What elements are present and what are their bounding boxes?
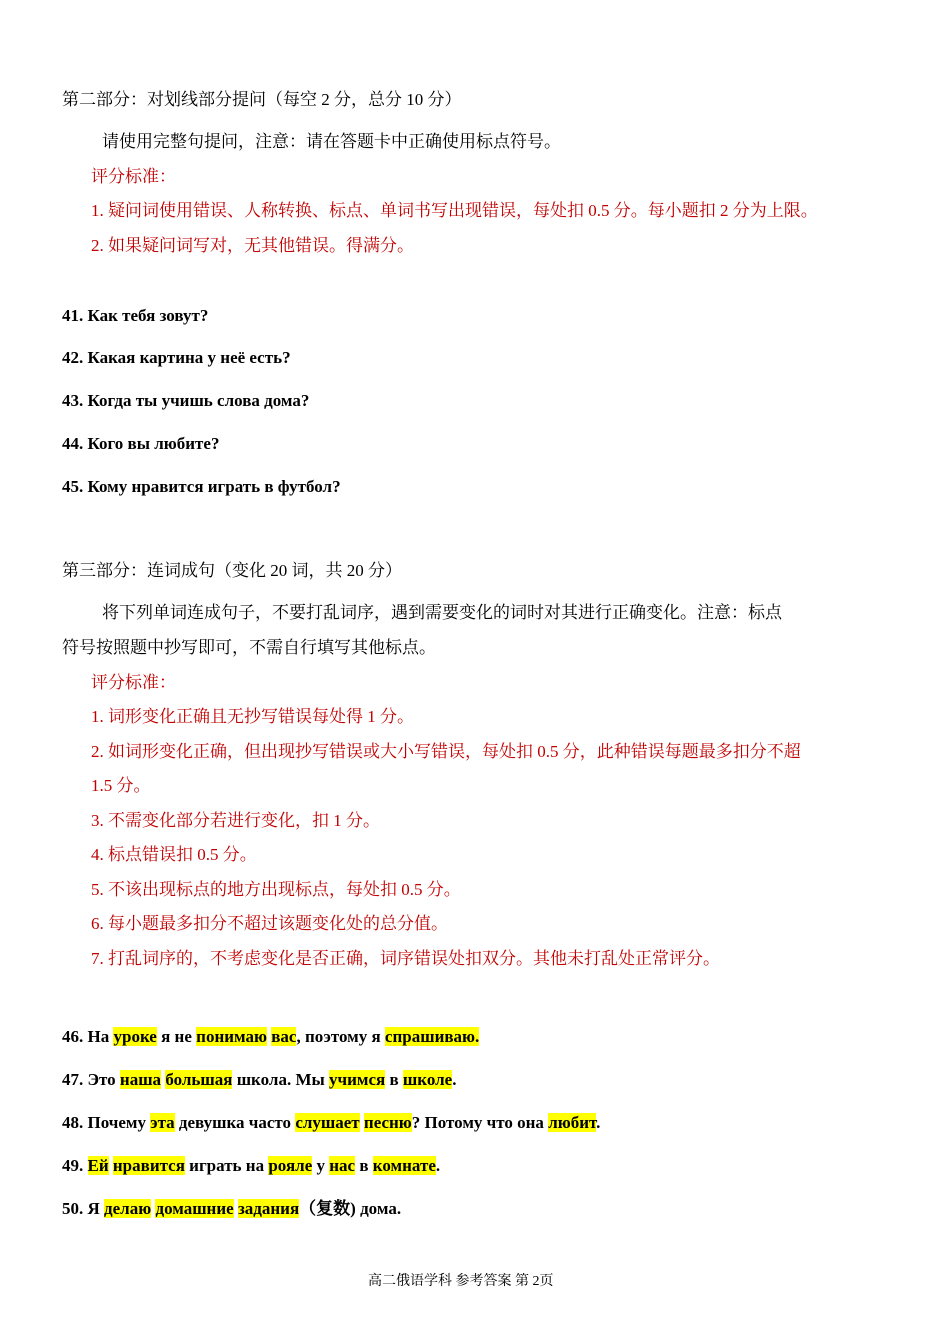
sentence-segment: （复数) дома.: [299, 1199, 402, 1218]
highlighted-word: Ей: [87, 1156, 109, 1175]
highlighted-word: учимся: [329, 1070, 386, 1089]
part2-criterion: 1. 疑问词使用错误、人称转换、标点、单词书写出现错误，每处扣 0.5 分。每小题扣 2 分为上限。: [91, 201, 818, 220]
highlighted-word: большая: [165, 1070, 233, 1089]
part3-title: 第三部分：连词成句（变化 20 词，共 20 分）: [62, 561, 402, 580]
sentence-segment: 50. Я: [62, 1199, 105, 1218]
highlighted-word: школе: [402, 1070, 453, 1089]
sentence-segment: .: [596, 1113, 601, 1132]
highlighted-word: рояле: [268, 1156, 313, 1175]
highlighted-word: эта: [150, 1113, 175, 1132]
sentence-segment: 48. Почему: [62, 1113, 151, 1132]
sentence-50: [62, 1197, 401, 1221]
sentence-segment: в: [385, 1070, 403, 1089]
sentence-segment: у: [312, 1156, 330, 1175]
highlighted-word: вас: [271, 1027, 297, 1046]
highlighted-word: спрашиваю.: [384, 1027, 480, 1046]
sentence-46: [62, 1025, 479, 1049]
sentence-segment: девушка часто: [174, 1113, 296, 1132]
part2-instruction: 请使用完整句提问，注意：请在答题卡中正确使用标点符号。: [102, 132, 561, 151]
part3-instruction-cont: 符号按照题中抄写即可，不需自行填写其他标点。: [62, 638, 436, 657]
sentence-segment: школа. Мы: [232, 1070, 330, 1089]
part3-instruction: 将下列单词连成句子，不要打乱词序，遇到需要变化的词时对其进行正确变化。注意：标点: [102, 603, 782, 622]
sentence-48: [62, 1111, 600, 1135]
sentence-segment: .: [435, 1156, 441, 1175]
highlighted-word: наша: [119, 1070, 162, 1089]
part3-criterion: 5. 不该出现标点的地方出现标点，每处扣 0.5 分。: [91, 880, 461, 899]
part2-criterion: 2. 如果疑问词写对，无其他错误。得满分。: [91, 236, 414, 255]
highlighted-word: любит: [548, 1113, 597, 1132]
highlighted-word: понимаю: [196, 1027, 267, 1046]
part3-criterion: 3. 不需变化部分若进行变化，扣 1 分。: [91, 811, 380, 830]
answer-item: 45. Кому нравится играть в футбол?: [62, 477, 341, 496]
part3-criterion: 1. 词形变化正确且无抄写错误每处得 1 分。: [91, 707, 414, 726]
part2-title: 第二部分：对划线部分提问（每空 2 分，总分 10 分）: [62, 90, 462, 109]
part2-criteria-label: 评分标准：: [91, 167, 176, 186]
page-footer: 高二俄语学科 参考答案 第 2页: [368, 1274, 554, 1289]
sentence-segment: в: [355, 1156, 373, 1175]
highlighted-word: песню: [363, 1113, 412, 1132]
highlighted-word: домашние: [155, 1199, 234, 1218]
sentence-segment: 47. Это: [62, 1070, 120, 1089]
part3-criterion: 4. 标点错误扣 0.5 分。: [91, 845, 257, 864]
sentence-segment: я не: [156, 1027, 197, 1046]
highlighted-word: комнате: [372, 1156, 436, 1175]
part3-criteria-label: 评分标准：: [91, 673, 176, 692]
sentence-segment: , поэтому я: [296, 1027, 385, 1046]
sentence-segment: играть на: [184, 1156, 269, 1175]
answer-item: 41. Как тебя зовут?: [62, 306, 209, 325]
highlighted-word: слушает: [295, 1113, 360, 1132]
sentence-segment: .: [452, 1070, 457, 1089]
part3-criterion: 1.5 分。: [91, 776, 151, 795]
highlighted-word: нас: [329, 1156, 356, 1175]
highlighted-word: делаю: [104, 1199, 152, 1218]
highlighted-word: уроке: [113, 1027, 157, 1046]
highlighted-word: нравится: [112, 1156, 185, 1175]
sentence-segment: ? Потому что она: [411, 1113, 549, 1132]
answer-item: 44. Кого вы любите?: [62, 434, 220, 453]
part3-criterion: 7. 打乱词序的，不考虑变化是否正确，词序错误处扣双分。其他未打乱处正常评分。: [91, 949, 720, 968]
answer-item: 43. Когда ты учишь слова дома?: [62, 391, 310, 410]
part3-criterion: 6. 每小题最多扣分不超过该题变化处的总分值。: [91, 914, 448, 933]
part3-criterion: 2. 如词形变化正确，但出现抄写错误或大小写错误，每处扣 0.5 分，此种错误每题最多扣分不超: [91, 742, 801, 761]
highlighted-word: задания: [237, 1199, 300, 1218]
sentence-47: [62, 1068, 456, 1092]
sentence-segment: 46. На: [62, 1027, 114, 1046]
sentence-segment: 49.: [62, 1156, 88, 1175]
answer-item: 42. Какая картина у неё есть?: [62, 348, 291, 367]
sentence-49: [62, 1154, 440, 1178]
